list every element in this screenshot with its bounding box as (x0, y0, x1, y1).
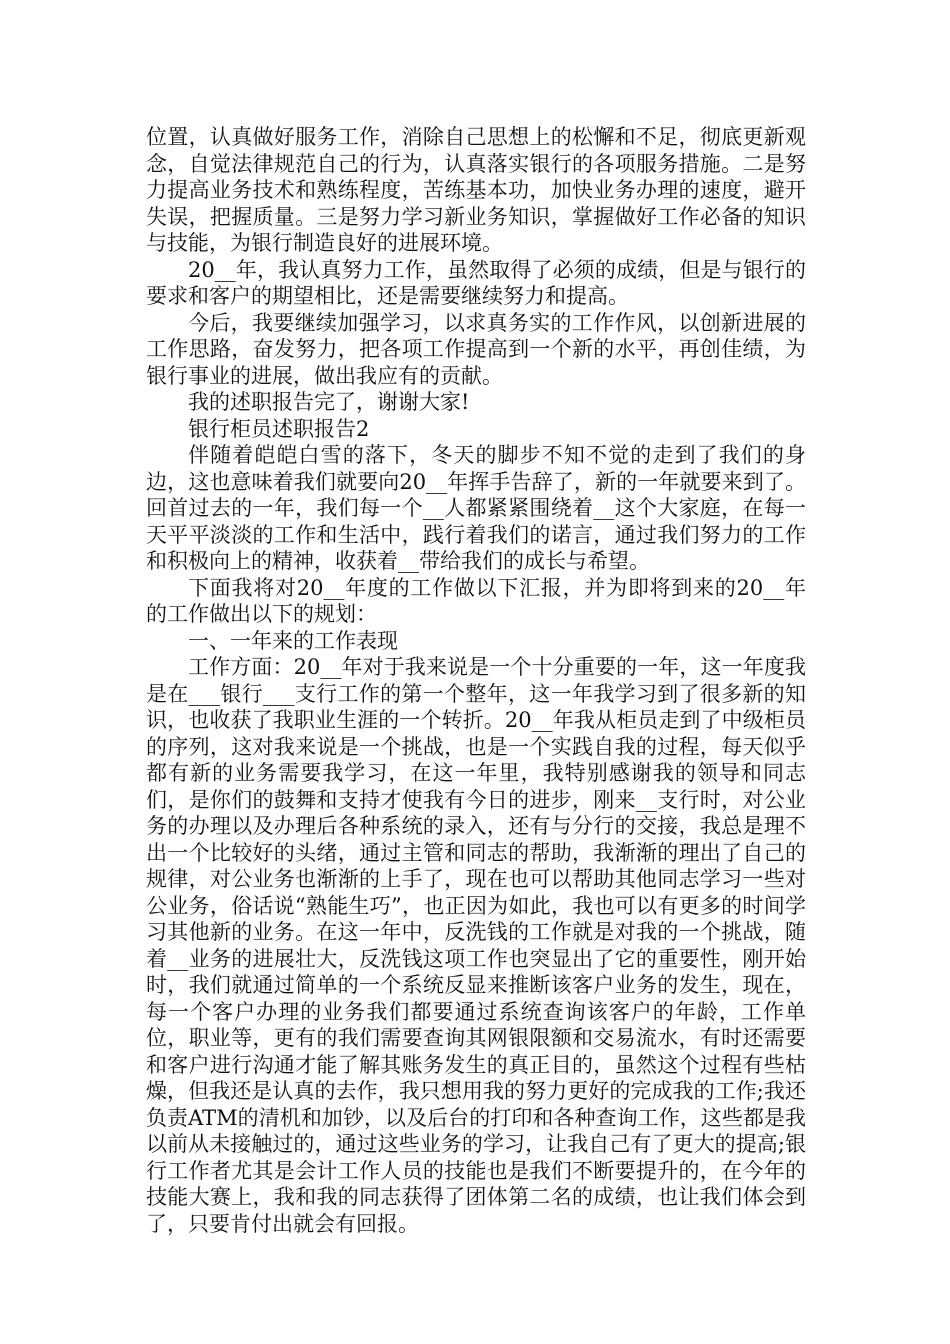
paragraph-report-outline: 下面我将对20__年度的工作做以下汇报，并为即将到来的20__年的工作做出以下的规划： (146, 575, 806, 626)
heading-work-performance: 一、一年来的工作表现 (188, 628, 398, 653)
paragraph-winter-intro: 伴随着皑皑白雪的落下，冬天的脚步不知不觉的走到了我们的身边，这也意味着我们就要向20__年挥手告辞了，新的一年就要来到了。回首过去的一年，我们每一个__人都紧紧围绕着__这个大家庭，在每一天平平淡淡的工作和生活中，践行着我们的诺言，通过我们努力的工作和积极向上的精神，收获着__带给我们的成长与希望。 (146, 443, 806, 573)
paragraph-closing-thanks: 我的述职报告完了，谢谢大家! (188, 390, 470, 414)
document-page (146, 124, 806, 1237)
paragraph-future-plan: 今后，我要继续加强学习，以求真务实的工作作风，以创新进展的工作思路，奋发努力，把各项工作提高到一个新的水平，再创佳绩，为银行事业的进展，做出我应有的贡献。 (146, 310, 806, 388)
paragraph-year-summary: 20__年，我认真努力工作，虽然取得了必须的成绩，但是与银行的要求和客户的期望相比，还是需要继续努力和提高。 (146, 257, 806, 308)
paragraph-work-details: 工作方面：20__年对于我来说是一个十分重要的一年，这一年度我是在___银行___支行工作的第一个整年，这一年我学习到了很多新的知识，也收获了我职业生涯的一个转折。20__年我从柜员走到了中级柜员的序列，这对我来说是一个挑战，也是一个实践自我的过程，每天似乎都有新的业务需要我学习，在这一年里，我特别感谢我的领导和同志们，是你们的鼓舞和支持才使我有今日的进步，刚来__支行时，对公业务的办理以及办理后各种系统的录入，还有与分行的交接，我总是理不出一个比较好的头绪，通过主管和同志的帮助，我渐渐的理出了自己的规律，对公业务也渐渐的上手了，现在也可以帮助其他同志学习一些对公业务，俗话说“熟能生巧”，也正因为如此，我也可以有更多的时间学习其他新的业务。在这一年中，反洗钱的工作就是对我的一个挑战，随着__业务的进展壮大，反洗钱这项工作也突显出了它的重要性，刚开始时，我们就通过简单的一个系统反显来推断该客户业务的发生，现在，每一个客户办理的业务我们都要通过系统查询该客户的年龄，工作单位，职业等，更有的我们需要查询其网银限额和交易流水，有时还需要和客户进行沟通才能了解其账务发生的真正目的，虽然这个过程有些枯燥，但我还是认真的去作，我只想用我的努力更好的完成我的工作;我还负责ATM的清机和加钞，以及后台的打印和各种查询工作，这些都是我以前从未接触过的，通过这些业务的学习，让我自己有了更大的提高;银行工作者尤其是会计工作人员的技能也是我们不断要提升的，在今年的技能大赛上，我和我的同志获得了团体第二名的成绩，也让我们体会到了，只要肯付出就会有回报。 (146, 655, 806, 1236)
section-title-report-2: 银行柜员述职报告2 (188, 416, 370, 441)
paragraph-service-measures: 位置，认真做好服务工作，消除自己思想上的松懈和不足，彻底更新观念，自觉法律规范自己的行为，认真落实银行的各项服务措施。二是努力提高业务技术和熟练程度，苦练基本功，加快业务办理的速度，避开失误，把握质量。三是努力学习新业务知识，掌握做好工作必备的知识与技能，为银行制造良好的进展环境。 (146, 125, 806, 255)
